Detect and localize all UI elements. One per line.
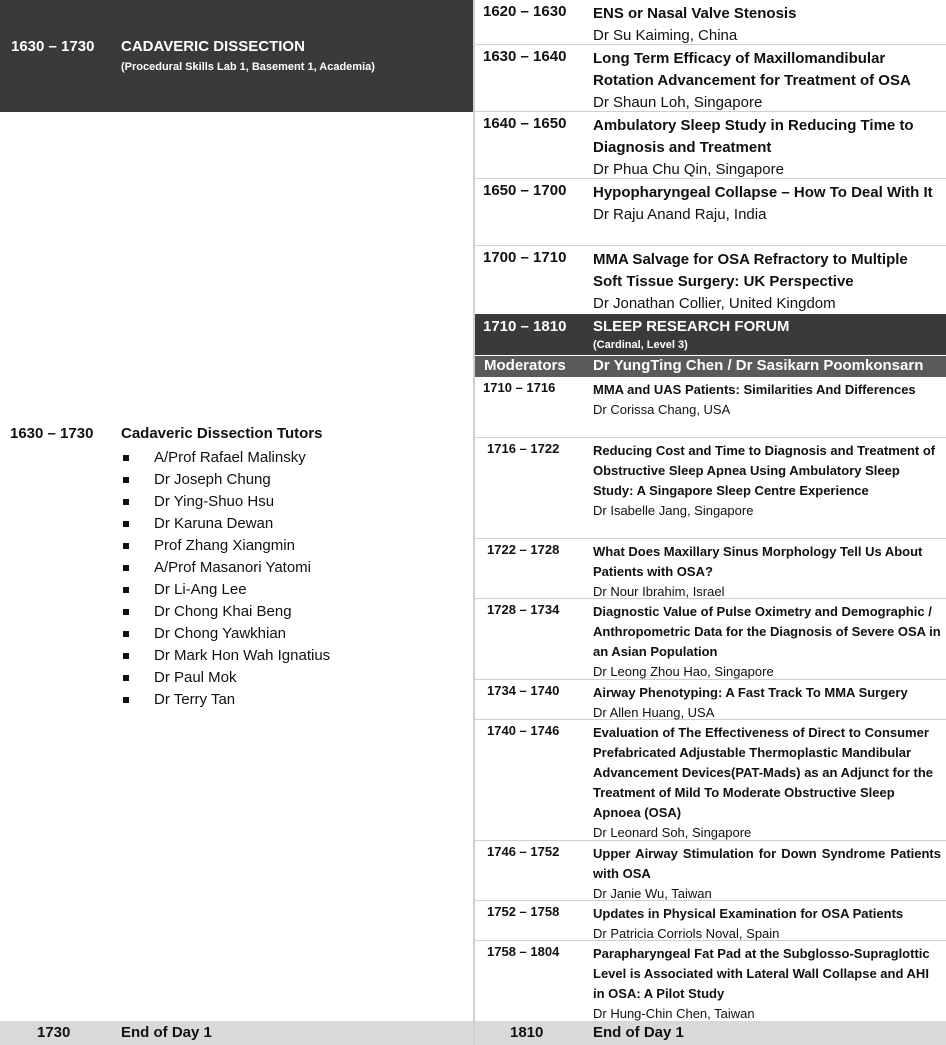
talk-speaker: Dr Phua Chu Qin, Singapore — [593, 161, 784, 178]
table-row — [475, 941, 946, 1021]
talk-speaker: Dr Leonard Soh, Singapore — [593, 825, 752, 840]
talk-speaker: Dr Isabelle Jang, Singapore — [593, 503, 754, 518]
talk-speaker: Dr Leong Zhou Hao, Singapore — [593, 664, 774, 679]
talk-time: 1620 – 1630 — [483, 3, 567, 20]
talk-title: Updates in Physical Examination for OSA Patients — [593, 906, 904, 921]
moderators-row — [475, 356, 946, 377]
talk-speaker: Dr Shaun Loh, Singapore — [593, 94, 763, 111]
talk-time: 1740 – 1746 — [487, 723, 560, 738]
tutor-name: A/Prof Rafael Malinsky — [154, 449, 306, 466]
bullet-icon — [123, 543, 129, 549]
talk-title: Diagnostic Value of Pulse Oximetry and Demographic / Anthropometric Data for the Diagnosis of Severe OSA in an Asian Population — [593, 604, 941, 659]
end-time: 1810 — [510, 1024, 544, 1041]
talk-speaker: Dr Corissa Chang, USA — [593, 402, 731, 417]
table-row — [475, 841, 946, 901]
tutor-name: Dr Chong Khai Beng — [154, 603, 292, 620]
bullet-icon — [123, 675, 129, 681]
talk-title: Hypopharyngeal Collapse – How To Deal With It — [593, 184, 933, 201]
talk-time: 1728 – 1734 — [487, 602, 560, 617]
table-row — [475, 901, 946, 941]
talk-time: 1716 – 1722 — [487, 441, 560, 456]
forum-time: 1710 – 1810 — [483, 318, 567, 335]
talk-title: MMA Salvage for OSA Refractory to Multiple Soft Tissue Surgery: UK Perspective — [593, 251, 908, 290]
talk-title: ENS or Nasal Valve Stenosis — [593, 5, 797, 22]
talk-speaker: Dr Patricia Corriols Noval, Spain — [593, 926, 780, 941]
talk-speaker: Dr Nour Ibrahim, Israel — [593, 584, 725, 599]
talk-title: Airway Phenotyping: A Fast Track To MMA Surgery — [593, 685, 908, 700]
forum-title: SLEEP RESEARCH FORUM — [593, 318, 790, 335]
dissection-location: (Procedural Skills Lab 1, Basement 1, Academia) — [121, 61, 375, 73]
table-row — [475, 377, 946, 438]
tutor-name: A/Prof Masanori Yatomi — [154, 559, 312, 576]
table-row — [475, 438, 946, 539]
moderators-label: Moderators — [484, 357, 566, 374]
end-label: End of Day 1 — [593, 1024, 684, 1041]
bullet-icon — [123, 631, 129, 637]
bullet-icon — [123, 697, 129, 703]
bullet-icon — [123, 477, 129, 483]
table-row — [475, 720, 946, 841]
bullet-icon — [123, 565, 129, 571]
dissection-time: 1630 – 1730 — [11, 38, 95, 55]
talk-speaker: Dr Jonathan Collier, United Kingdom — [593, 295, 836, 312]
talk-speaker: Dr Hung-Chin Chen, Taiwan — [593, 1006, 755, 1021]
table-row — [475, 599, 946, 680]
end-of-day-left — [0, 1021, 473, 1045]
talk-title: MMA and UAS Patients: Similarities And Differences — [593, 382, 916, 397]
cadaveric-dissection-header — [0, 0, 473, 112]
tutor-name: Dr Karuna Dewan — [154, 515, 274, 532]
tutor-name: Dr Chong Yawkhian — [154, 625, 287, 642]
table-row — [475, 680, 946, 720]
talk-time: 1722 – 1728 — [487, 542, 560, 557]
talk-title: Ambulatory Sleep Study in Reducing Time to Diagnosis and Treatment — [593, 117, 914, 156]
end-label: End of Day 1 — [121, 1024, 212, 1041]
talk-title: Long Term Efficacy of Maxillomandibular Rotation Advancement for Treatment of OSA — [593, 50, 911, 89]
bullet-icon — [123, 587, 129, 593]
talk-title: Evaluation of The Effectiveness of Direct to Consumer Prefabricated Adjustable Thermoplastic Mandibular Advancement Devices(PAT-Mads) as an Adjunct for the Treatment of Mild To Moderate Obstructive Sleep Apnoea (OSA) — [593, 725, 933, 820]
talk-time: 1734 – 1740 — [487, 683, 560, 698]
talk-time: 1746 – 1752 — [487, 844, 560, 859]
table-row — [475, 246, 946, 314]
table-row — [475, 179, 946, 246]
tutor-name: Dr Ying-Shuo Hsu — [154, 493, 275, 510]
tutors-time: 1630 – 1730 — [10, 425, 94, 442]
table-row — [475, 112, 946, 179]
moderators-names: Dr YungTing Chen / Dr Sasikarn Poomkonsarn — [593, 357, 924, 374]
tutor-name: Dr Li-Ang Lee — [154, 581, 247, 598]
talk-time: 1758 – 1804 — [487, 944, 560, 959]
table-row — [475, 45, 946, 112]
talk-speaker: Dr Allen Huang, USA — [593, 705, 715, 720]
talk-time: 1700 – 1710 — [483, 249, 567, 266]
bullet-icon — [123, 521, 129, 527]
bullet-icon — [123, 499, 129, 505]
talk-time: 1752 – 1758 — [487, 904, 560, 919]
tutor-name: Dr Mark Hon Wah Ignatius — [154, 647, 331, 664]
tutors-title: Cadaveric Dissection Tutors — [121, 425, 323, 442]
talk-time: 1650 – 1700 — [483, 182, 567, 199]
talk-title: Upper Airway Stimulation for Down Syndrome Patients with OSA — [593, 846, 941, 881]
forum-location: (Cardinal, Level 3) — [593, 339, 688, 351]
table-row — [475, 539, 946, 599]
bullet-icon — [123, 653, 129, 659]
talk-speaker: Dr Janie Wu, Taiwan — [593, 886, 712, 901]
talk-time: 1710 – 1716 — [483, 380, 556, 395]
dissection-title: CADAVERIC DISSECTION — [121, 38, 305, 55]
table-row — [475, 0, 946, 45]
sleep-research-forum-header — [475, 314, 946, 355]
tutor-name: Prof Zhang Xiangmin — [154, 537, 295, 554]
end-time: 1730 — [37, 1024, 71, 1041]
talk-time: 1640 – 1650 — [483, 115, 567, 132]
bullet-icon — [123, 609, 129, 615]
talk-title: Parapharyngeal Fat Pad at the Subglosso-Supraglottic Level is Associated with Lateral Wall Collapse and AHI in OSA: A Pilot Study — [593, 946, 930, 1001]
end-of-day-right — [475, 1021, 946, 1045]
talk-title: Reducing Cost and Time to Diagnosis and Treatment of Obstructive Sleep Apnea Using Ambulatory Sleep Study: A Singapore Sleep Centre Experience — [593, 443, 936, 498]
talk-speaker: Dr Su Kaiming, China — [593, 27, 738, 44]
talk-title: What Does Maxillary Sinus Morphology Tell Us About Patients with OSA? — [593, 544, 923, 579]
tutor-name: Dr Joseph Chung — [154, 471, 271, 488]
talk-speaker: Dr Raju Anand Raju, India — [593, 206, 767, 223]
bullet-icon — [123, 455, 129, 461]
tutor-name: Dr Terry Tan — [154, 691, 236, 708]
talk-time: 1630 – 1640 — [483, 48, 567, 65]
tutor-name: Dr Paul Mok — [154, 669, 237, 686]
